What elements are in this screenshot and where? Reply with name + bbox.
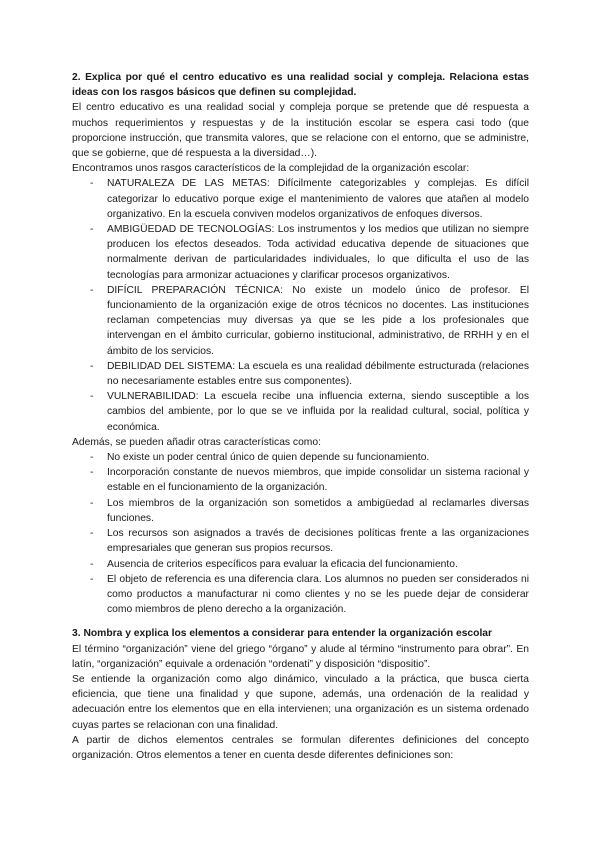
section-3-paragraph-1: El término “organización” viene del griego “órgano” y alude al término “instrumento para obrar”. En latín, “organización” equivale a ordenación “ordenati” y disposición “dispositio”.: [72, 643, 529, 670]
otras-list: [72, 450, 529, 617]
rasgos-list: [72, 176, 529, 434]
otras-intro: Además, se pueden añadir otras características como:: [72, 436, 321, 448]
section-2-intro: El centro educativo es una realidad social y compleja porque se pretende que dé respuesta a muchos requerimientos y respuestas y de la institución escolar se espera casi todo (que proporcione instrucción, que transmita valores, que se relacione con el entorno, que se administre, que se gobierne, que dé respuesta a la diversidad…).: [72, 102, 529, 160]
list-item: - NATURALEZA DE LAS METAS: Difícilmente categorizables y complejas. Es difícil categorizar lo educativo porque exige el mantenimiento de valores que atañen al modelo organizativo. En la escuela conviven modelos organizativos de enfoques diversos.: [72, 176, 529, 222]
section-3: [72, 626, 529, 763]
section-3-paragraph-2: Se entiende la organización como algo dinámico, vinculado a la práctica, que busca cierta eficiencia, que tiene una finalidad y que supone, además, una ordenación de la realidad y adecuación entre los elementos que en ella intervienen; una organización es un sistema ordenado cuyas partes se relacionan con una finalidad.: [72, 673, 529, 731]
list-item: - Los miembros de la organización son sometidos a ambigüedad al reclamarles diversas funciones.: [72, 496, 529, 526]
list-item: - Incorporación constante de nuevos miembros, que impide consolidar un sistema racional y estable en el funcionamiento de la organización.: [72, 465, 529, 495]
list-item: - No existe un poder central único de quien depende su funcionamiento.: [72, 450, 529, 465]
section-2-heading: 2. Explica por qué el centro educativo es una realidad social y compleja. Relaciona estas ideas con los rasgos básicos que definen su complejidad.: [72, 72, 529, 99]
list-item: - DEBILIDAD DEL SISTEMA: La escuela es una realidad débilmente estructurada (relaciones no necesariamente estables entre sus componentes).: [72, 359, 529, 389]
list-item: - VULNERABILIDAD: La escuela recibe una influencia externa, siendo susceptible a los cambios del ambiente, por lo que se ve influida por la realidad cultural, social, política y económica.: [72, 389, 529, 435]
list-item: - DIFÍCIL PREPARACIÓN TÉCNICA: No existe un modelo único de profesor. El funcionamiento de la organización exige de otros técnicos no docentes. Las instituciones reclaman competencias muy diversas ya que se les pide a los profesionales que intervengan en el ámbito curricular, gobierno institucional, administrativo, de RRHH y en el ámbito de los servicios.: [72, 283, 529, 359]
rasgos-intro: Encontramos unos rasgos característicos de la complejidad de la organización escolar:: [72, 163, 470, 175]
list-item: - Los recursos son asignados a través de decisiones políticas frente a las organizaciones empresariales que generan sus propios recursos.: [72, 526, 529, 556]
list-item: - Ausencia de criterios específicos para evaluar la eficacia del funcionamiento.: [72, 557, 529, 572]
list-item: - AMBIGÜEDAD DE TECNOLOGÍAS: Los instrumentos y los medios que utilizan no siempre producen los efectos deseados. Toda actividad educativa depende de situaciones que normalmente derivan de particularidades individuales, lo que dificulta el uso de las tecnologías para armonizar actuaciones y clarificar procesos organizativos.: [72, 222, 529, 283]
section-3-paragraph-3: A partir de dichos elementos centrales se formulan diferentes definiciones del concepto organización. Otros elementos a tener en cuenta desde diferentes definiciones son:: [72, 734, 529, 761]
section-3-heading: 3. Nombra y explica los elementos a considerar para entender la organización escolar: [72, 628, 493, 640]
list-item: - El objeto de referencia es una diferencia clara. Los alumnos no pueden ser considerados ni como productos a manufacturar ni como clientes y no se les puede dejar de considerar como miembros de pleno derecho a la organización.: [72, 572, 529, 618]
section-2: [72, 70, 529, 617]
document-page: [72, 70, 529, 763]
